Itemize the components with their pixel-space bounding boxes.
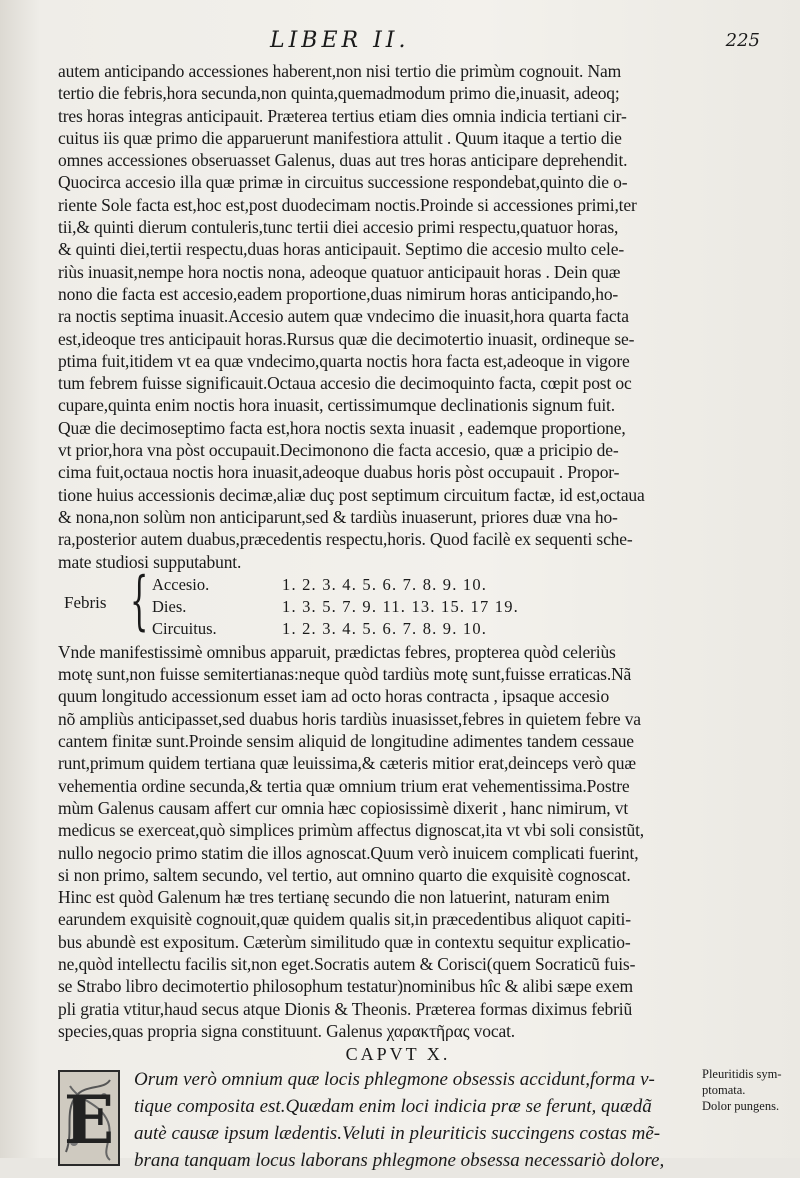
text-line: cima fuit,octaua noctis hora inuasit,adeoque duabus horis pòst occupauit . Propor-: [58, 462, 620, 483]
margin-note-line: Pleuritidis sym-: [702, 1067, 782, 1081]
text-line: ra,posterior autem duabus,præcedentis respectu,horis. Quod facilè ex sequenti sche-: [58, 529, 633, 550]
table-row: [152, 618, 487, 640]
text-line: tii,& quinti dierum contuleris,tunc tertii diei accesio primi respectu,quatuor horas,: [58, 217, 619, 238]
text-line: cantem finitæ sunt.Proinde sensim aliquid de longitudine adimentes tandem cessaue: [58, 731, 634, 752]
text-line: & nona,non solùm non anticiparunt,sed & tardiùs inuaserunt, priores duæ vna ho-: [58, 506, 618, 527]
chapter-heading: CAPVT X.: [345, 1044, 451, 1065]
text-line: vehementia ordine secunda,& tertia quæ omnium trium erat vehementissima.Postre: [58, 775, 630, 796]
chapter-line: tique composita est.Quædam enim loci indicia præ se ferunt, quædã: [134, 1096, 652, 1118]
text-line: mùm Galenus causam affert cur omnia hæc copiosissimè dixerit , hanc nimirum, vt: [58, 797, 629, 818]
table-label: Febris: [64, 592, 107, 612]
margin-note-line: Dolor pungens.: [702, 1099, 780, 1113]
initial-letter: E: [63, 1081, 115, 1160]
text-line: tione huius accessionis decimæ,aliæ duç post septimum circuitum factæ, id est,octaua: [58, 484, 645, 505]
paragraph-two: [58, 641, 698, 1042]
row-label: Dies.: [152, 596, 187, 616]
text-line: est,ideoque tres anticipauit horas.Rursus quæ die decimotertio inuasit, ordineque se-: [58, 328, 635, 349]
text-line: nullo negocio primo statim die illos agnoscat.Quum verò inuicem complicati fuerint,: [58, 842, 639, 863]
text-line: quum longitudo accessionum esset iam ad octo horas contracta , ipsaque accesio: [58, 686, 610, 707]
text-line: Vnde manifestissimè omnibus apparuit, prædictas febres, propterea quòd celeriùs: [58, 641, 616, 662]
text-line: si non primo, saltem secundo, vel tertio, aut omnino quarto die exquisitè cognoscat.: [58, 864, 631, 885]
chapter-line: brana tanquam locus laborans phlegmone obsessa necessariò dolore,: [134, 1150, 665, 1172]
text-line: Hinc est quòd Galenum hæ tres tertianę secundo die non latuerint, naturam enim: [58, 887, 610, 908]
chapter-line: autè causæ ipsum lædentis.Veluti in pleuriticis succingens costas mẽ-: [134, 1123, 661, 1145]
paragraph-one: [58, 60, 698, 573]
table-row: [152, 574, 487, 596]
text-line: earundem exquisitè cognouit,quæ quidem qualis sit,in præcedentibus aliquot capiti-: [58, 909, 631, 930]
row-values: 1. 2. 3. 4. 5. 6. 7. 8. 9. 10.: [282, 618, 488, 638]
row-label: Circuitus.: [152, 618, 217, 638]
text-line: se Strabo libro decimotertio philosophum testatur)nominibus hîc & alibi sæpe exem: [58, 976, 633, 997]
text-line: motę sunt,non fuisse semitertianas:neque quòd tardiùs motę sunt,fuisse erraticas.Nã: [58, 664, 632, 685]
row-label: Accesio.: [152, 574, 210, 594]
text-line: Quæ die decimoseptimo facta est,hora noctis sexta inuasit , eademque proportione,: [58, 417, 626, 438]
chapter-line: Orum verò omnium quæ locis phlegmone obsessis accidunt,forma v-: [134, 1069, 655, 1091]
fever-schedule-table: [58, 563, 698, 640]
text-line: runt,primum quidem tertiana quæ leuissima,& cæteris mitior erat,deinceps verò quæ: [58, 753, 636, 774]
text-line: tum febrem fuisse significauit.Octaua accesio die decimoquinto facta, cœpit post oc: [58, 373, 632, 394]
text-line: ne,quòd intellectu facilis sit,non eget.Socratis autem & Corisci(quem Socraticũ fuis-: [58, 953, 636, 974]
text-line: cuitus iis quæ primo die apparuerunt manifestiora attulit . Quum itaque a tertio die: [58, 127, 622, 148]
text-line: autem anticipando accessiones haberent,non nisi tertio die primùm cognouit. Nam: [58, 61, 622, 81]
text-line: species,quas propria signa constituunt. Galenus χαρακτῆρας vocat.: [58, 1020, 516, 1041]
text-line: ra noctis septima inuasit.Accesio autem quæ vndecimo die inuasit,hora quarta facta: [58, 306, 629, 327]
page-number: 225: [725, 30, 760, 51]
row-values: 1. 3. 5. 7. 9. 11. 13. 15. 17 19.: [282, 596, 519, 616]
text-line: tertio die febris,hora secunda,non quinta,quemadmodum primo die,inuasit, adeoq;: [58, 83, 620, 104]
text-line: bus abundè est expositum. Cæterùm similitudo quæ in contextu sequitur explicatio-: [58, 931, 631, 952]
text-line: omnes accessiones obseruasset Galenus, duas aut tres horas anticipare deprehendit.: [58, 150, 628, 171]
page-header: [0, 28, 800, 54]
text-line: Quocirca accesio illa quæ primæ in circuitus successione respondebat,quinto die o-: [58, 172, 628, 193]
text-line: nõ ampliùs anticipasset,sed duabus horis tardiùs inuasisset,febres in quietem febre va: [58, 708, 641, 729]
row-values: 1. 2. 3. 4. 5. 6. 7. 8. 9. 10.: [282, 574, 488, 594]
left-brace: {: [130, 563, 149, 638]
text-line: riùs inuasit,nempe hora noctis nona, adeoque quatuor anticipauit horas . Dein quæ: [58, 261, 621, 282]
table-row: [152, 596, 519, 618]
body-text: [58, 60, 698, 1178]
text-line: vt prior,hora vna pòst occupauit.Decimonono die facta accesio, quæ a pricipio de-: [58, 440, 619, 461]
text-line: tres horas integras anticipauit. Præterea tertius etiam dies omnia indicia tertiani cir-: [58, 105, 627, 126]
margin-note: [702, 1066, 798, 1114]
decorated-initial: [58, 1070, 120, 1166]
text-line: nono die facta est accesio,eadem proportione,duas nimirum horas anticipando,ho-: [58, 283, 619, 304]
text-line: ptima fuit,itidem vt ea quæ vndecimo,quarta noctis hora facta est,adeoque in vigore: [58, 350, 630, 371]
text-line: cupare,quinta enim noctis hora inuasit, certissimumque declinationis signum fuit.: [58, 395, 615, 416]
text-line: medicus se exerceat,quò simplices primùm affectus dignoscat,ita vt vbi soli consistũt,: [58, 820, 645, 841]
chapter-body: [58, 1066, 698, 1178]
margin-note-line: ptomata.: [702, 1083, 746, 1097]
text-line: riente Sole facta est,hoc est,post duodecimam noctis.Proinde si accessiones primi,ter: [58, 194, 637, 215]
text-line: pli gratia vtitur,haud secus atque Dionis & Theonis. Præterea formas diximus febriũ: [58, 998, 633, 1019]
running-title: LIBER II.: [270, 28, 410, 53]
text-line: mate studiosi supputabunt.: [58, 551, 242, 572]
text-line: & quinti diei,tertii respectu,duas horas anticipauit. Septimo die accesio multo cele-: [58, 239, 625, 260]
